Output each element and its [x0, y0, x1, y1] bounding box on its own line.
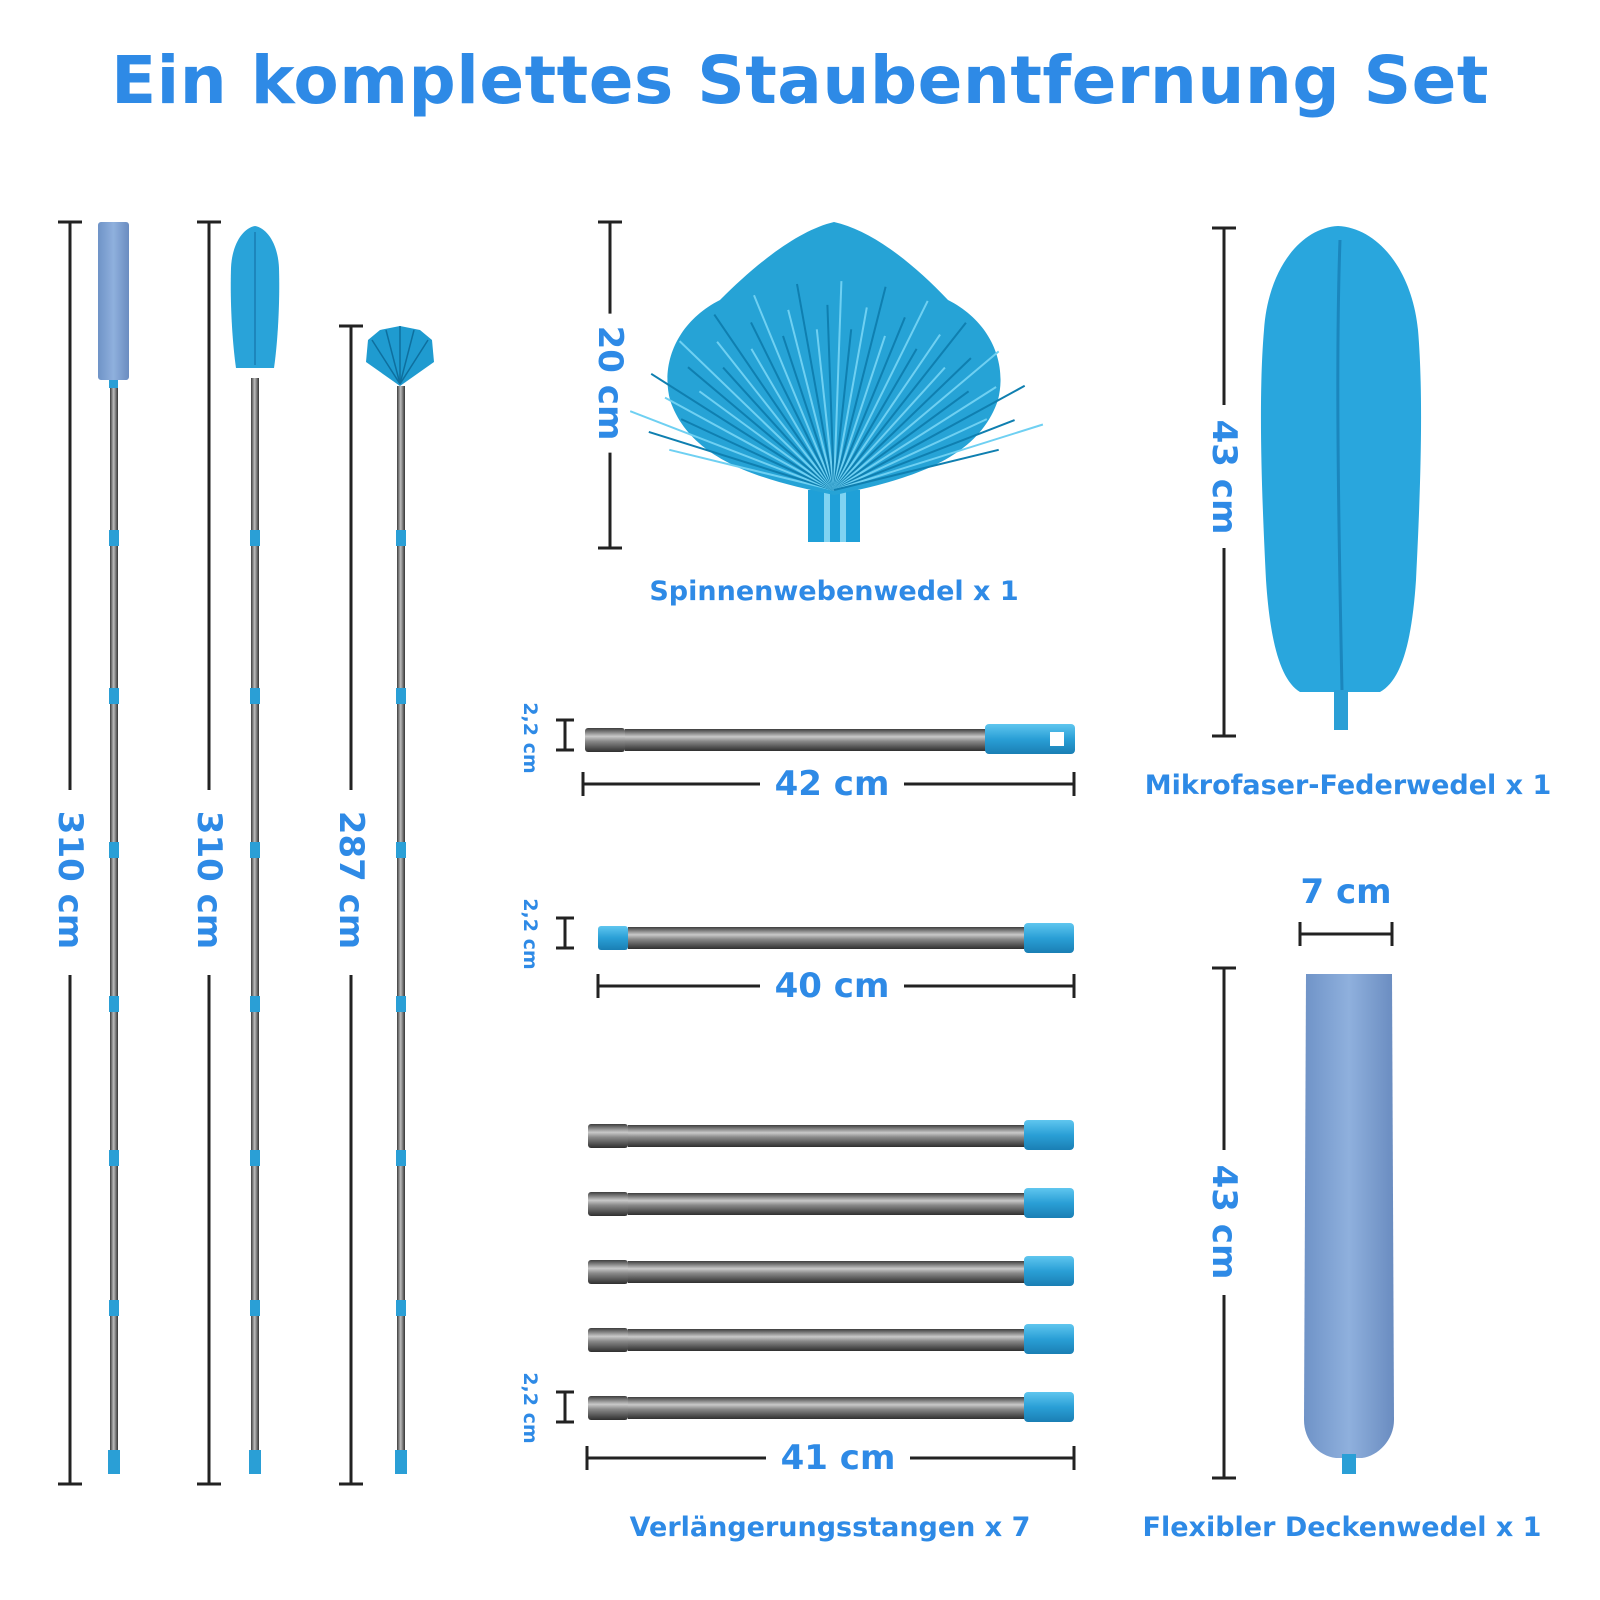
ceiling-duster-caption: Flexibler Deckenwedel x 1	[1142, 1512, 1542, 1543]
flat-pad-head	[98, 222, 129, 380]
rod-42-length: 42 cm	[761, 764, 904, 804]
pole-3	[366, 326, 434, 1474]
rod-41-diameter: 2,2 cm	[519, 1372, 541, 1444]
microfiber-caption: Mikrofaser-Federwedel x 1	[1144, 770, 1552, 801]
ceiling-duster-image	[1304, 974, 1394, 1474]
pole-1	[98, 222, 129, 1474]
rod-40-length: 40 cm	[761, 966, 904, 1006]
rod-40-diameter: 2,2 cm	[519, 898, 541, 970]
cobweb-caption: Spinnenwebenwedel x 1	[649, 576, 1019, 607]
microfiber-duster-image	[1261, 226, 1421, 730]
pole-2	[231, 226, 280, 1474]
rod-41-length: 41 cm	[767, 1438, 910, 1478]
cobweb-brush-image	[630, 222, 1043, 542]
page-title: Ein komplettes Staubentfernung Set	[111, 42, 1489, 119]
rods-caption: Verlängerungsstangen x 7	[629, 1512, 1031, 1543]
cobweb-height: 20 cm	[590, 314, 630, 453]
ceiling-duster-height: 43 cm	[1204, 1153, 1244, 1292]
pole-1-length: 310 cm	[50, 799, 90, 961]
rod-42-diameter: 2,2 cm	[519, 702, 541, 774]
pole-2-length: 310 cm	[189, 799, 229, 961]
pole-3-length: 287 cm	[331, 799, 371, 961]
ceiling-duster-width: 7 cm	[1286, 872, 1405, 912]
rod-stack	[556, 1120, 1074, 1470]
microfiber-height: 43 cm	[1204, 408, 1244, 547]
